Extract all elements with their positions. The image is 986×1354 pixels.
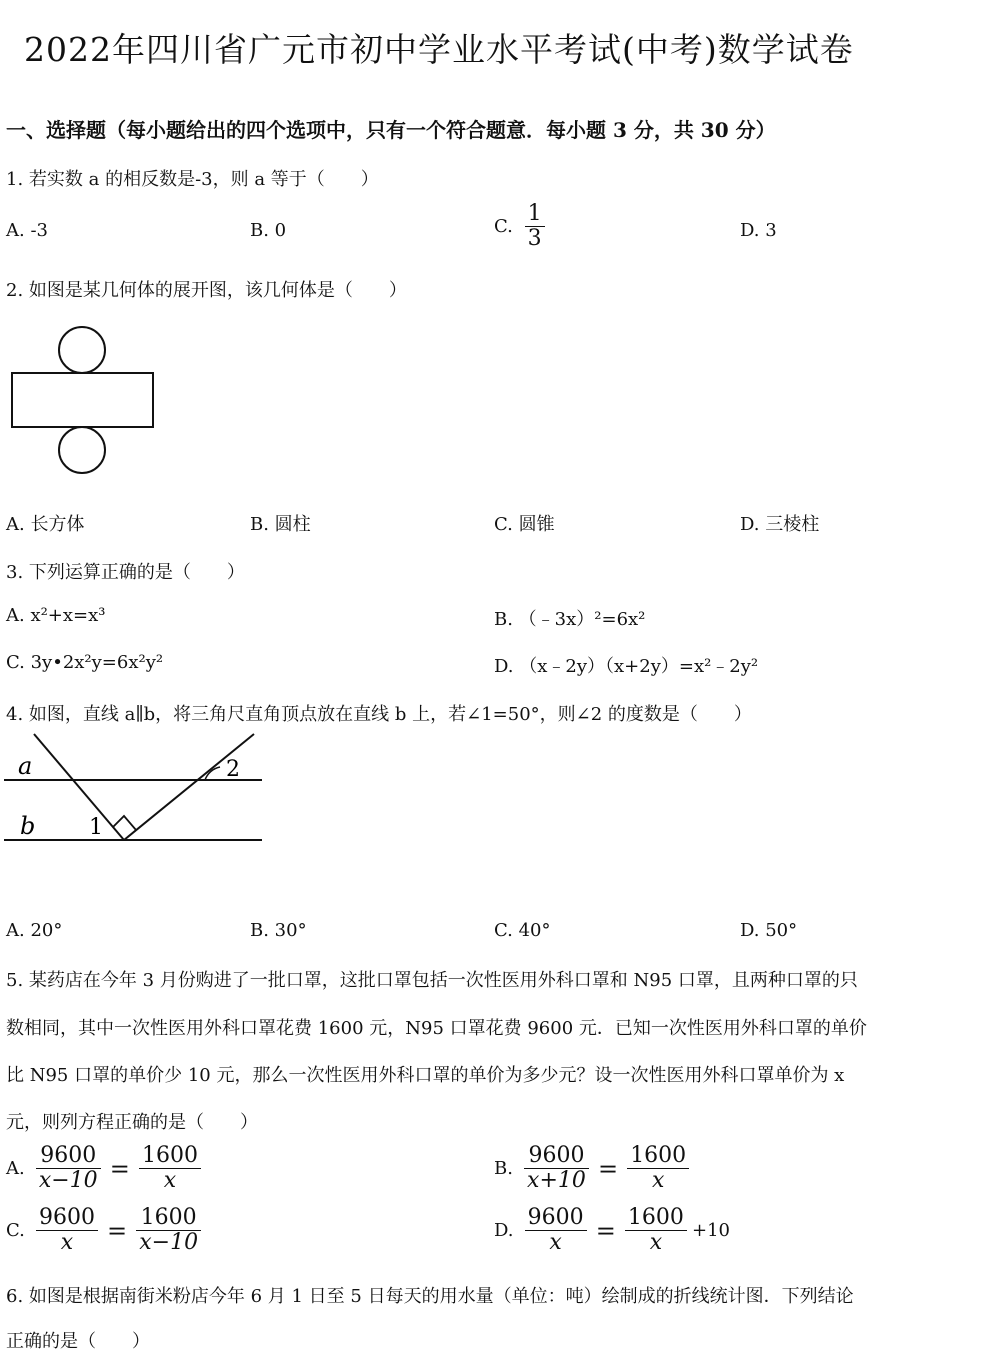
- left-fraction: [525, 1206, 587, 1255]
- section-heading: 一、选择题（每小题给出的四个选项中，只有一个符合题意．每小题 3 分，共 30 分）: [6, 118, 776, 142]
- q1-option-b: B. 0: [250, 220, 287, 241]
- parallel-lines-figure: [0, 730, 270, 850]
- equals-sign: =: [597, 1154, 619, 1183]
- q2-option-a: A. 长方体: [6, 514, 85, 535]
- question-6-line-2: 正确的是（ ）: [6, 1331, 150, 1352]
- option-label: D.: [494, 1220, 514, 1242]
- fraction-numerator: 1600: [139, 1144, 201, 1169]
- label-angle-2: 2: [226, 757, 240, 782]
- fraction-numerator: 1600: [136, 1206, 201, 1231]
- option-label: C.: [6, 1220, 25, 1242]
- q5-option-b: [494, 1144, 689, 1193]
- label-angle-1: 1: [89, 815, 103, 840]
- q3-option-a: A. x²+x=x³: [6, 605, 106, 626]
- right-fraction: [625, 1206, 687, 1255]
- q4-option-d: D. 50°: [740, 920, 798, 941]
- fraction-numerator: 9600: [524, 1144, 589, 1169]
- q3-option-b: B. （﹣3x）²=6x²: [494, 609, 646, 630]
- q3-option-d: D. （x﹣2y）（x+2y）=x²﹣2y²: [494, 656, 759, 677]
- option-label: A.: [6, 1158, 25, 1180]
- q4-option-a: A. 20°: [6, 920, 63, 941]
- fraction-denominator: x: [649, 1230, 663, 1256]
- question-3-stem: 3. 下列运算正确的是（ ）: [6, 562, 245, 583]
- fraction-numerator: 1: [525, 202, 545, 227]
- q5-option-a: [6, 1144, 201, 1193]
- top-circle: [59, 327, 105, 373]
- q1-option-d: D. 3: [740, 220, 777, 241]
- label-b: b: [20, 812, 36, 840]
- q1-option-c: [494, 202, 545, 251]
- triangle-leg-right: [124, 734, 254, 840]
- page-title: 2022年四川省广元市初中学业水平考试(中考)数学试卷: [24, 30, 854, 69]
- question-5-line-3: 比 N95 口罩的单价少 10 元，那么一次性医用外科口罩的单价为多少元？设一次性医用外科口罩单价为 x: [6, 1065, 845, 1086]
- question-4-stem: 4. 如图，直线 a∥b，将三角尺直角顶点放在直线 b 上，若∠1=50°，则∠2 的度数是（ ）: [6, 704, 752, 725]
- q1-option-a: A. -3: [6, 220, 48, 241]
- fraction-numerator: 1600: [627, 1144, 689, 1169]
- q4-option-b: B. 30°: [250, 920, 307, 941]
- fraction-denominator: x: [549, 1230, 562, 1256]
- right-fraction: [136, 1206, 201, 1255]
- q2-option-b: B. 圆柱: [250, 514, 311, 535]
- question-5-line-1: 5. 某药店在今年 3 月份购进了一批口罩，这批口罩包括一次性医用外科口罩和 N95 口罩，且两种口罩的只: [6, 970, 858, 991]
- triangle-leg-left: [34, 734, 124, 840]
- label-a: a: [18, 752, 33, 780]
- fraction-numerator: 9600: [525, 1206, 587, 1231]
- equals-sign: =: [107, 1216, 128, 1245]
- plus-ten: +10: [692, 1220, 730, 1242]
- left-fraction: [36, 1144, 101, 1193]
- q5-option-c: [6, 1206, 201, 1255]
- fraction-denominator: x+10: [527, 1168, 586, 1194]
- fraction-denominator: x: [60, 1230, 74, 1256]
- fraction-denominator: x−10: [139, 1230, 199, 1256]
- cylinder-net-figure: [0, 320, 170, 480]
- q2-option-c: C. 圆锥: [494, 514, 555, 535]
- question-6-line-1: 6. 如图是根据南街米粉店今年 6 月 1 日至 5 日每天的用水量（单位：吨）绘制成的折线统计图．下列结论: [6, 1286, 854, 1307]
- q1-option-c-fraction: [525, 202, 545, 251]
- fraction-denominator: x−10: [38, 1168, 98, 1194]
- fraction-denominator: x: [163, 1168, 177, 1194]
- equals-sign: =: [109, 1154, 130, 1183]
- question-1-stem: 1. 若实数 a 的相反数是-3，则 a 等于（ ）: [6, 169, 379, 190]
- net-rectangle: [12, 373, 153, 427]
- left-fraction: [36, 1206, 98, 1255]
- q4-option-c: C. 40°: [494, 920, 551, 941]
- right-fraction: [139, 1144, 201, 1193]
- equals-sign: =: [595, 1216, 616, 1245]
- question-2-stem: 2. 如图是某几何体的展开图，该几何体是（ ）: [6, 280, 407, 301]
- option-label: B.: [494, 1158, 513, 1180]
- q5-option-d: [494, 1206, 730, 1255]
- q2-option-d: D. 三棱柱: [740, 514, 820, 535]
- left-fraction: [524, 1144, 589, 1193]
- fraction-denominator: x: [651, 1168, 665, 1194]
- question-5-line-4: 元，则列方程正确的是（ ）: [6, 1112, 258, 1133]
- bottom-circle: [59, 427, 105, 473]
- fraction-numerator: 9600: [36, 1144, 101, 1169]
- q1-option-c-label: C.: [494, 216, 513, 238]
- question-5-line-2: 数相同，其中一次性医用外科口罩花费 1600 元，N95 口罩花费 9600 元．已知一次性医用外科口罩的单价: [6, 1018, 867, 1039]
- fraction-numerator: 9600: [36, 1206, 98, 1231]
- right-angle-mark: [113, 816, 136, 830]
- right-fraction: [627, 1144, 689, 1193]
- q3-option-c: C. 3y•2x²y=6x²y²: [6, 652, 164, 673]
- fraction-denominator: 3: [527, 226, 542, 252]
- fraction-numerator: 1600: [625, 1206, 687, 1231]
